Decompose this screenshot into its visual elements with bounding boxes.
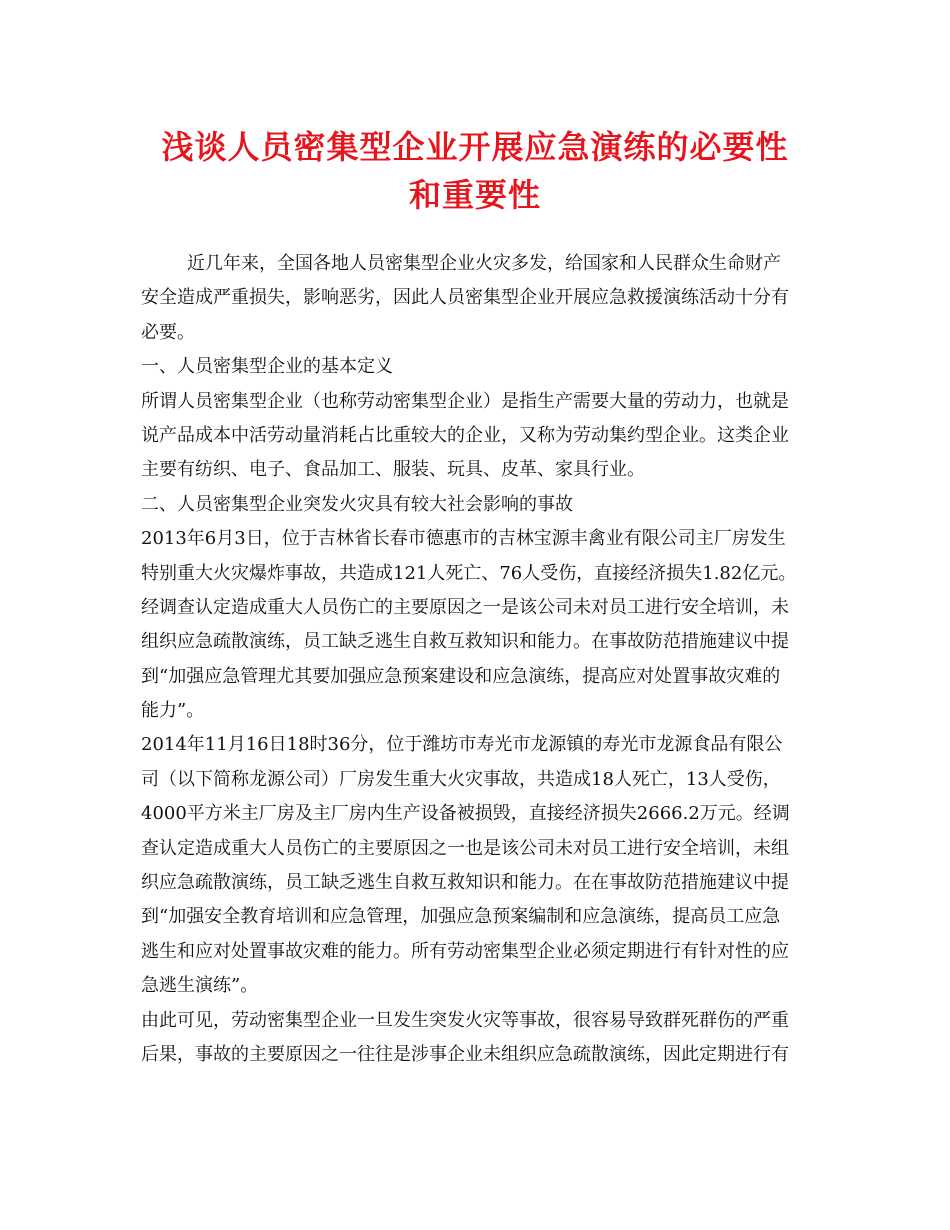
body-line: 2013年6月3日，位于吉林省长春市德惠市的吉林宝源丰禽业有限公司主厂房发生: [141, 528, 786, 550]
body-line: 所谓人员密集型企业（也称劳动密集型企业）是指生产需要大量的劳动力，也就是: [141, 390, 789, 412]
body-line: 近几年来，全国各地人员密集型企业火灾多发，给国家和人民群众生命财产: [187, 253, 781, 274]
document-title-line-1: 浅谈人员密集型企业开展应急演练的必要性: [161, 128, 789, 166]
body-line: 4000平方米主厂房及主厂房内生产设备被损毁，直接经济损失2666.2万元。经调: [141, 803, 790, 825]
body-line: 由此可见，劳动密集型企业一旦发生突发火灾等事故，很容易导致群死群伤的严重: [141, 1009, 789, 1031]
section-heading: 一、人员密集型企业的基本定义: [141, 356, 393, 378]
document-body: [141, 247, 816, 1072]
body-line: 安全造成严重损失，影响恶劣，因此人员密集型企业开展应急救援演练活动十分有: [141, 287, 789, 309]
body-line: 逃生和应对处置事故灾难的能力。所有劳动密集型企业必须定期进行有针对性的应: [141, 940, 789, 962]
body-line: 查认定造成重大人员伤亡的主要原因之一也是该公司未对员工进行安全培训，未组: [141, 837, 789, 859]
section-heading: 二、人员密集型企业突发火灾具有较大社会影响的事故: [141, 493, 573, 515]
body-line: 必要。: [141, 321, 195, 343]
body-line: 急逃生演练”。: [141, 975, 259, 997]
body-line: 特别重大火灾爆炸事故，共造成121人死亡、76人受伤，直接经济损失1.82亿元。: [141, 562, 797, 584]
body-line: 司（以下简称龙源公司）厂房发生重大火灾事故，共造成18人死亡，13人受伤，: [141, 768, 781, 790]
body-line: 说产品成本中活劳动量消耗占比重较大的企业，又称为劳动集约型企业。这类企业: [141, 424, 789, 446]
body-line: 组织应急疏散演练，员工缺乏逃生自救互救知识和能力。在事故防范措施建议中提: [141, 631, 789, 653]
body-line: 后果，事故的主要原因之一往往是涉事企业未组织应急疏散演练，因此定期进行有: [141, 1043, 789, 1065]
body-line: 经调查认定造成重大人员伤亡的主要原因之一是该公司未对员工进行安全培训，未: [141, 596, 789, 618]
body-line: 织应急疏散演练，员工缺乏逃生自救互救知识和能力。在在事故防范措施建议中提: [141, 872, 789, 894]
body-line: 到“加强应急管理尤其要加强应急预案建设和应急演练，提高应对处置事故灾难的: [141, 665, 781, 687]
body-line: 到“加强安全教育培训和应急管理，加强应急预案编制和应急演练，提高员工应急: [141, 906, 781, 928]
body-line: 2014年11月16日18时36分，位于潍坊市寿光市龙源镇的寿光市龙源食品有限公: [141, 734, 783, 756]
body-line: 主要有纺织、电子、食品加工、服装、玩具、皮革、家具行业。: [141, 459, 645, 481]
document-title-line-2: 和重要性: [408, 176, 541, 214]
body-line: 能力”。: [141, 700, 205, 722]
